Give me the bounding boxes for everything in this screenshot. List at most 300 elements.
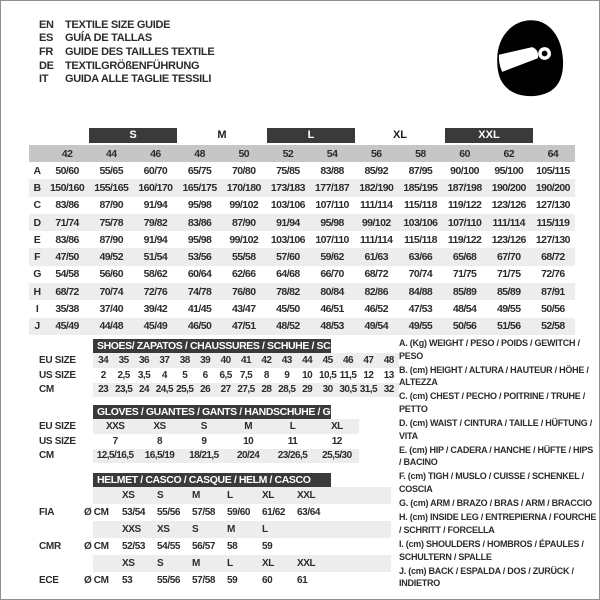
value-cell: 23/26,5 xyxy=(277,450,308,462)
value-cell: 13 xyxy=(383,369,394,381)
value-cell: 47 xyxy=(363,354,374,366)
helmet-table-title: HELMET / CASCO / CASQUE / HELM / CASCO xyxy=(93,473,331,487)
size-value-cell: 48/54 xyxy=(452,303,477,316)
value-cell: XL xyxy=(262,558,274,569)
value-cell: S xyxy=(200,420,207,432)
legend-item: H. (cm) INSIDE LEG / ENTREPIERNA / FOURCHE / SCHRITT / FORCELLA xyxy=(399,512,597,535)
value-cell: 27 xyxy=(220,384,231,396)
value-cell: Ø CM xyxy=(84,575,109,586)
size-value-cell: 47/53 xyxy=(408,303,433,316)
size-value-cell: 107/110 xyxy=(315,233,349,246)
language-row xyxy=(39,18,214,32)
size-value-cell: 115/118 xyxy=(403,233,437,246)
size-value-cell: 185/195 xyxy=(403,181,438,194)
size-value-cell: 41/45 xyxy=(187,303,212,316)
value-cell: 23 xyxy=(98,384,109,396)
main-size-table xyxy=(29,128,575,335)
size-value-cell: 72/76 xyxy=(143,285,168,298)
language-title: TEXTILE SIZE GUIDE xyxy=(65,18,171,31)
row-letter: J xyxy=(34,320,40,333)
value-cell: 6,5 xyxy=(219,369,232,381)
language-row xyxy=(39,59,214,73)
value-cell: S xyxy=(157,490,164,501)
size-value-cell: 127/130 xyxy=(535,233,570,246)
value-cell: 36 xyxy=(138,354,149,366)
size-value-cell: 85/92 xyxy=(364,164,388,177)
size-value-cell: 111/114 xyxy=(360,199,393,212)
table-row xyxy=(29,318,575,335)
value-cell: 63/64 xyxy=(297,507,321,518)
size-value-cell: 99/102 xyxy=(229,199,259,212)
helmet-size-row xyxy=(39,555,391,572)
value-cell: S xyxy=(157,558,164,569)
value-cell: XXL xyxy=(297,558,316,569)
value-cell: XXS xyxy=(105,420,125,432)
language-code: EN xyxy=(39,18,54,31)
language-row xyxy=(39,72,214,86)
value-cell: 12 xyxy=(331,435,342,447)
value-cell: 28,5 xyxy=(278,384,296,396)
legend-item: I. (cm) SHOULDERS / HOMBROS / ÉPAULES / SCHULTERN / SPALLE xyxy=(399,538,584,562)
table-row xyxy=(29,197,575,214)
size-value-cell: 50/56 xyxy=(452,320,477,333)
size-value-cell: 85/89 xyxy=(496,285,521,298)
value-cell: 18/21,5 xyxy=(189,450,219,462)
value-cell: 30,5 xyxy=(339,384,357,396)
value-cell: 11,5 xyxy=(339,369,357,381)
value-cell: 9 xyxy=(284,369,290,381)
size-group-l: L xyxy=(267,128,355,143)
size-value-cell: 190/200 xyxy=(535,181,570,194)
size-value-cell: 66/70 xyxy=(320,268,344,281)
size-value-cell: 85/89 xyxy=(452,285,477,298)
row-letter: I xyxy=(35,303,39,316)
helmet-table xyxy=(39,473,391,589)
language-title: GUÍA DE TALLAS xyxy=(65,32,152,45)
size-value-cell: 115/118 xyxy=(403,199,437,212)
language-code: FR xyxy=(39,45,54,58)
size-value-cell: 95/98 xyxy=(320,216,344,229)
size-value-cell: 87/90 xyxy=(99,233,123,246)
size-value-cell: 123/126 xyxy=(491,199,526,212)
row-label: ECE xyxy=(39,575,59,586)
value-cell: L xyxy=(262,524,268,535)
size-value-cell: 49/52 xyxy=(99,251,123,264)
row-letter: B xyxy=(33,181,41,194)
language-code: DE xyxy=(39,59,54,72)
language-title: GUIDE DES TAILLES TEXTILE xyxy=(65,45,215,58)
shoes-table xyxy=(39,339,399,397)
size-value-cell: 45/49 xyxy=(143,320,168,333)
value-cell: XS xyxy=(153,420,166,432)
value-cell: 59 xyxy=(227,575,238,586)
size-value-cell: 50/56 xyxy=(541,303,565,316)
value-cell: 2,5 xyxy=(117,369,130,381)
value-cell: 34 xyxy=(98,354,109,366)
value-cell: XL xyxy=(262,490,274,501)
size-column-header: 44 xyxy=(105,147,117,160)
size-column-header: 60 xyxy=(459,147,470,160)
size-value-cell: 45/50 xyxy=(276,303,300,316)
size-value-cell: 75/85 xyxy=(276,164,300,177)
size-column-header: 52 xyxy=(282,147,294,160)
value-cell: S xyxy=(192,524,199,535)
measurement-legend xyxy=(399,337,597,591)
gloves-table xyxy=(39,405,359,463)
value-cell: M xyxy=(227,524,235,535)
value-cell: Ø CM xyxy=(84,507,109,518)
row-letter: A xyxy=(33,164,41,177)
size-value-cell: 83/86 xyxy=(55,233,79,246)
size-table-body xyxy=(29,162,575,335)
size-value-cell: 55/58 xyxy=(231,251,256,264)
value-cell: 57/58 xyxy=(192,575,216,586)
value-cell: 12 xyxy=(363,369,374,381)
helmet-table-row-ece xyxy=(39,572,391,589)
table-row xyxy=(29,231,575,248)
size-value-cell: 99/102 xyxy=(361,216,391,229)
size-value-cell: 76/80 xyxy=(231,285,256,298)
size-value-cell: 49/54 xyxy=(364,320,388,333)
size-value-cell: 47/50 xyxy=(55,251,79,264)
size-value-cell: 65/75 xyxy=(187,164,212,177)
value-cell: L xyxy=(227,490,233,501)
size-column-header: 48 xyxy=(194,147,205,160)
size-value-cell: 79/82 xyxy=(143,216,168,229)
row-cells xyxy=(84,572,391,589)
value-cell: L xyxy=(289,420,296,432)
value-cell: 31,5 xyxy=(359,384,378,396)
size-group-xl: XL xyxy=(392,129,408,141)
row-cells xyxy=(84,521,391,538)
size-value-cell: 59/62 xyxy=(320,251,344,264)
value-cell: M xyxy=(192,558,200,569)
size-value-cell: 91/94 xyxy=(143,199,168,212)
size-value-cell: 52/58 xyxy=(541,320,565,333)
table-row xyxy=(29,283,575,300)
value-cell: 26 xyxy=(200,384,211,396)
size-value-cell: 155/165 xyxy=(94,181,129,194)
value-cell: 7 xyxy=(112,435,118,447)
size-value-cell: 83/86 xyxy=(55,199,79,212)
size-value-cell: 95/98 xyxy=(187,233,212,246)
value-cell: XL xyxy=(330,420,343,432)
size-value-cell: 46/50 xyxy=(187,320,212,333)
size-value-cell: 67/70 xyxy=(496,251,521,264)
value-cell: 53/54 xyxy=(122,507,146,518)
language-row xyxy=(39,45,214,59)
size-value-cell: 170/180 xyxy=(226,181,261,194)
size-value-cell: 95/98 xyxy=(187,199,212,212)
size-value-cell: 103/106 xyxy=(403,216,438,229)
value-cell: 5 xyxy=(182,369,188,381)
value-cell: XXL xyxy=(297,490,316,501)
row-letter: E xyxy=(33,233,41,246)
legend-item: F. (cm) TIGH / MUSLO / CUISSE / SCHENKEL / COSCIA xyxy=(399,471,584,495)
size-value-cell: 87/91 xyxy=(541,285,565,298)
row-cells xyxy=(84,504,391,521)
value-cell: 38 xyxy=(179,354,190,366)
shoes-table-row xyxy=(39,368,399,383)
size-value-cell: 123/126 xyxy=(491,233,526,246)
value-cell: 8 xyxy=(156,435,162,447)
size-value-cell: 187/198 xyxy=(447,181,482,194)
size-value-cell: 190/200 xyxy=(491,181,526,194)
value-cell: 10 xyxy=(243,435,254,447)
size-value-cell: 84/88 xyxy=(408,285,433,298)
size-value-cell: 83/86 xyxy=(187,216,212,229)
value-cell: 53 xyxy=(122,575,133,586)
value-cell: 9 xyxy=(201,435,207,447)
size-value-cell: 87/95 xyxy=(408,164,433,177)
row-cells xyxy=(84,538,391,555)
value-cell: 37 xyxy=(159,354,170,366)
language-title: GUIDA ALLE TAGLIE TESSILI xyxy=(65,73,212,86)
size-value-cell: 177/187 xyxy=(315,181,350,194)
size-value-cell: 111/114 xyxy=(360,233,393,246)
value-cell: 10,5 xyxy=(318,369,337,381)
shoes-table-row xyxy=(39,383,399,398)
size-value-cell: 68/72 xyxy=(364,268,388,281)
gloves-table-row xyxy=(39,449,359,464)
size-value-cell: 91/94 xyxy=(143,233,168,246)
legend-item: A. (Kg) WEIGHT / PESO / POIDS / GEWITCH / PESO xyxy=(399,338,580,361)
value-cell: 61/62 xyxy=(262,507,286,518)
value-cell: 27,5 xyxy=(237,384,255,396)
value-cell: 11 xyxy=(287,435,298,447)
size-value-cell: 103/106 xyxy=(270,233,305,246)
value-cell: XS xyxy=(122,490,135,501)
row-label: US SIZE xyxy=(39,435,76,447)
value-cell: 54/55 xyxy=(157,541,181,552)
size-value-cell: 80/84 xyxy=(320,285,344,298)
row-letter: D xyxy=(33,216,41,229)
size-value-cell: 49/55 xyxy=(496,303,521,316)
value-cell: 43 xyxy=(281,354,292,366)
row-label: FIA xyxy=(39,507,55,518)
value-cell: 6 xyxy=(202,369,208,381)
value-cell: 2 xyxy=(100,369,106,381)
value-cell: 4 xyxy=(161,369,167,381)
size-value-cell: 91/94 xyxy=(276,216,300,229)
size-value-cell: 49/55 xyxy=(408,320,433,333)
helmet-size-row xyxy=(39,487,391,504)
size-column-header: 42 xyxy=(61,147,73,160)
value-cell: 59/60 xyxy=(227,507,251,518)
value-cell: 57/58 xyxy=(192,507,216,518)
size-value-cell: 54/58 xyxy=(55,268,79,281)
language-list xyxy=(39,18,214,86)
row-cells xyxy=(93,434,359,449)
size-column-header: 58 xyxy=(415,147,426,160)
size-value-cell: 70/74 xyxy=(99,285,123,298)
value-cell: 44 xyxy=(302,354,313,366)
row-cells xyxy=(84,555,391,572)
value-cell: 55/56 xyxy=(157,575,181,586)
value-cell: L xyxy=(227,558,233,569)
value-cell: 20/24 xyxy=(237,450,260,462)
size-value-cell: 119/122 xyxy=(447,233,482,246)
size-number-row xyxy=(29,145,575,162)
helmet-icon xyxy=(489,17,569,107)
helmet-table-row-cmr xyxy=(39,538,391,555)
size-value-cell: 74/78 xyxy=(187,285,212,298)
gloves-table-title: GLOVES / GUANTES / GANTS / HANDSCHUHE / GUANTI xyxy=(93,405,331,419)
size-value-cell: 61/63 xyxy=(364,251,388,264)
value-cell: 42 xyxy=(261,354,272,366)
size-value-cell: 51/56 xyxy=(496,320,521,333)
size-value-cell: 68/72 xyxy=(541,251,565,264)
language-code: IT xyxy=(39,73,49,86)
size-value-cell: 57/60 xyxy=(276,251,300,264)
size-value-cell: 62/66 xyxy=(231,268,256,281)
size-value-cell: 53/56 xyxy=(187,251,212,264)
size-group-band-row xyxy=(89,128,575,143)
size-value-cell: 46/52 xyxy=(364,303,388,316)
size-value-cell: 107/110 xyxy=(315,199,349,212)
table-row xyxy=(29,179,575,196)
size-value-cell: 105/115 xyxy=(536,164,570,177)
row-cells xyxy=(93,419,359,434)
value-cell: 24 xyxy=(138,384,149,396)
legend-item: C. (cm) CHEST / PECHO / POITRINE / TRUHE / PETTO xyxy=(399,391,586,414)
value-cell: 35 xyxy=(118,354,129,366)
row-cells xyxy=(93,368,399,383)
size-value-cell: 37/40 xyxy=(99,303,123,316)
size-value-cell: 95/100 xyxy=(494,164,524,177)
row-cells xyxy=(93,353,399,368)
size-value-cell: 46/51 xyxy=(320,303,344,316)
corner-cell xyxy=(29,145,45,162)
row-letter: C xyxy=(33,199,41,212)
value-cell: 45 xyxy=(322,354,333,366)
table-row xyxy=(29,162,575,179)
size-value-cell: 71/74 xyxy=(55,216,79,229)
value-cell: 8 xyxy=(263,369,269,381)
size-group-m: M xyxy=(217,129,227,141)
size-value-cell: 111/114 xyxy=(492,216,525,229)
value-cell: 60 xyxy=(262,575,273,586)
size-value-cell: 45/49 xyxy=(55,320,79,333)
size-value-cell: 70/74 xyxy=(408,268,433,281)
size-value-cell: 63/66 xyxy=(408,251,433,264)
table-row xyxy=(29,300,575,317)
value-cell: XXS xyxy=(122,524,141,535)
size-value-cell: 173/183 xyxy=(270,181,305,194)
legend-item: B. (cm) HEIGHT / ALTURA / HAUTEUR / HÖHE / ALTEZZA xyxy=(399,364,589,388)
value-cell: 55/56 xyxy=(157,507,181,518)
value-cell: 12,5/16,5 xyxy=(96,450,134,462)
size-value-cell: 65/68 xyxy=(452,251,477,264)
table-row xyxy=(29,266,575,283)
size-value-cell: 43/47 xyxy=(231,303,256,316)
value-cell: 24,5 xyxy=(155,384,174,396)
row-cells xyxy=(84,487,391,504)
gloves-table-row xyxy=(39,419,359,434)
helmet-size-row xyxy=(39,521,391,538)
value-cell: 25,5/30 xyxy=(322,450,352,462)
value-cell: 3,5 xyxy=(137,369,151,381)
row-label: EU SIZE xyxy=(39,354,76,366)
size-value-cell: 150/160 xyxy=(50,181,85,194)
size-column-header: 46 xyxy=(150,147,161,160)
row-letter: G xyxy=(33,268,41,281)
size-value-cell: 72/76 xyxy=(541,268,565,281)
language-row xyxy=(39,32,214,46)
row-cells xyxy=(93,449,359,464)
value-cell: 25,5 xyxy=(176,384,194,396)
table-row xyxy=(29,248,575,265)
size-value-cell: 107/110 xyxy=(447,216,482,229)
size-column-header: 50 xyxy=(238,147,250,160)
size-value-cell: 55/65 xyxy=(99,164,123,177)
value-cell: Ø CM xyxy=(84,541,109,552)
value-cell: 7,5 xyxy=(239,369,253,381)
value-cell: 41 xyxy=(240,354,251,366)
row-label: US SIZE xyxy=(39,369,76,381)
size-value-cell: 127/130 xyxy=(535,199,570,212)
value-cell: 39 xyxy=(200,354,211,366)
size-value-cell: 82/86 xyxy=(364,285,388,298)
row-letter: H xyxy=(33,285,41,298)
size-column-header: 62 xyxy=(503,147,515,160)
size-value-cell: 70/80 xyxy=(231,164,256,177)
size-column-header: 54 xyxy=(326,147,338,160)
value-cell: 32 xyxy=(383,384,394,396)
size-value-cell: 160/170 xyxy=(138,181,173,194)
value-cell: 23,5 xyxy=(114,384,133,396)
size-value-cell: 47/51 xyxy=(231,320,256,333)
size-column-header: 56 xyxy=(370,147,382,160)
value-cell: 28 xyxy=(261,384,272,396)
size-value-cell: 87/90 xyxy=(99,199,123,212)
value-cell: 46 xyxy=(342,354,353,366)
size-value-cell: 44/48 xyxy=(99,320,123,333)
size-value-cell: 75/78 xyxy=(99,216,123,229)
size-value-cell: 103/106 xyxy=(270,199,305,212)
value-cell: XS xyxy=(157,524,170,535)
size-value-cell: 58/62 xyxy=(143,268,168,281)
size-value-cell: 64/68 xyxy=(276,268,300,281)
size-value-cell: 119/122 xyxy=(447,199,482,212)
row-label: EU SIZE xyxy=(39,420,76,432)
value-cell: 52/53 xyxy=(122,541,146,552)
size-value-cell: 165/175 xyxy=(182,181,217,194)
value-cell: 10 xyxy=(302,369,313,381)
value-cell: 56/57 xyxy=(192,541,216,552)
size-value-cell: 68/72 xyxy=(55,285,79,298)
size-value-cell: 71/75 xyxy=(496,268,521,281)
size-value-cell: 83/88 xyxy=(320,164,344,177)
value-cell: 58 xyxy=(227,541,238,552)
size-value-cell: 90/100 xyxy=(450,164,479,177)
size-value-cell: 182/190 xyxy=(359,181,394,194)
value-cell: 16,5/19 xyxy=(144,450,175,462)
gloves-table-row xyxy=(39,434,359,449)
size-value-cell: 87/90 xyxy=(231,216,256,229)
value-cell: 48 xyxy=(383,354,394,366)
shoes-table-title: SHOES/ ZAPATOS / CHAUSSURES / SCHUHE / SCARPE xyxy=(93,339,331,353)
size-value-cell: 115/119 xyxy=(536,216,570,229)
size-value-cell: 78/82 xyxy=(276,285,300,298)
size-value-cell: 48/53 xyxy=(320,320,344,333)
language-title: TEXTILGRÖßENFÜHRUNG xyxy=(65,59,200,72)
size-column-header: 64 xyxy=(547,147,559,160)
row-label: CM xyxy=(39,384,54,396)
row-label: CMR xyxy=(39,541,61,552)
size-value-cell: 71/75 xyxy=(452,268,477,281)
value-cell: 61 xyxy=(297,575,308,586)
